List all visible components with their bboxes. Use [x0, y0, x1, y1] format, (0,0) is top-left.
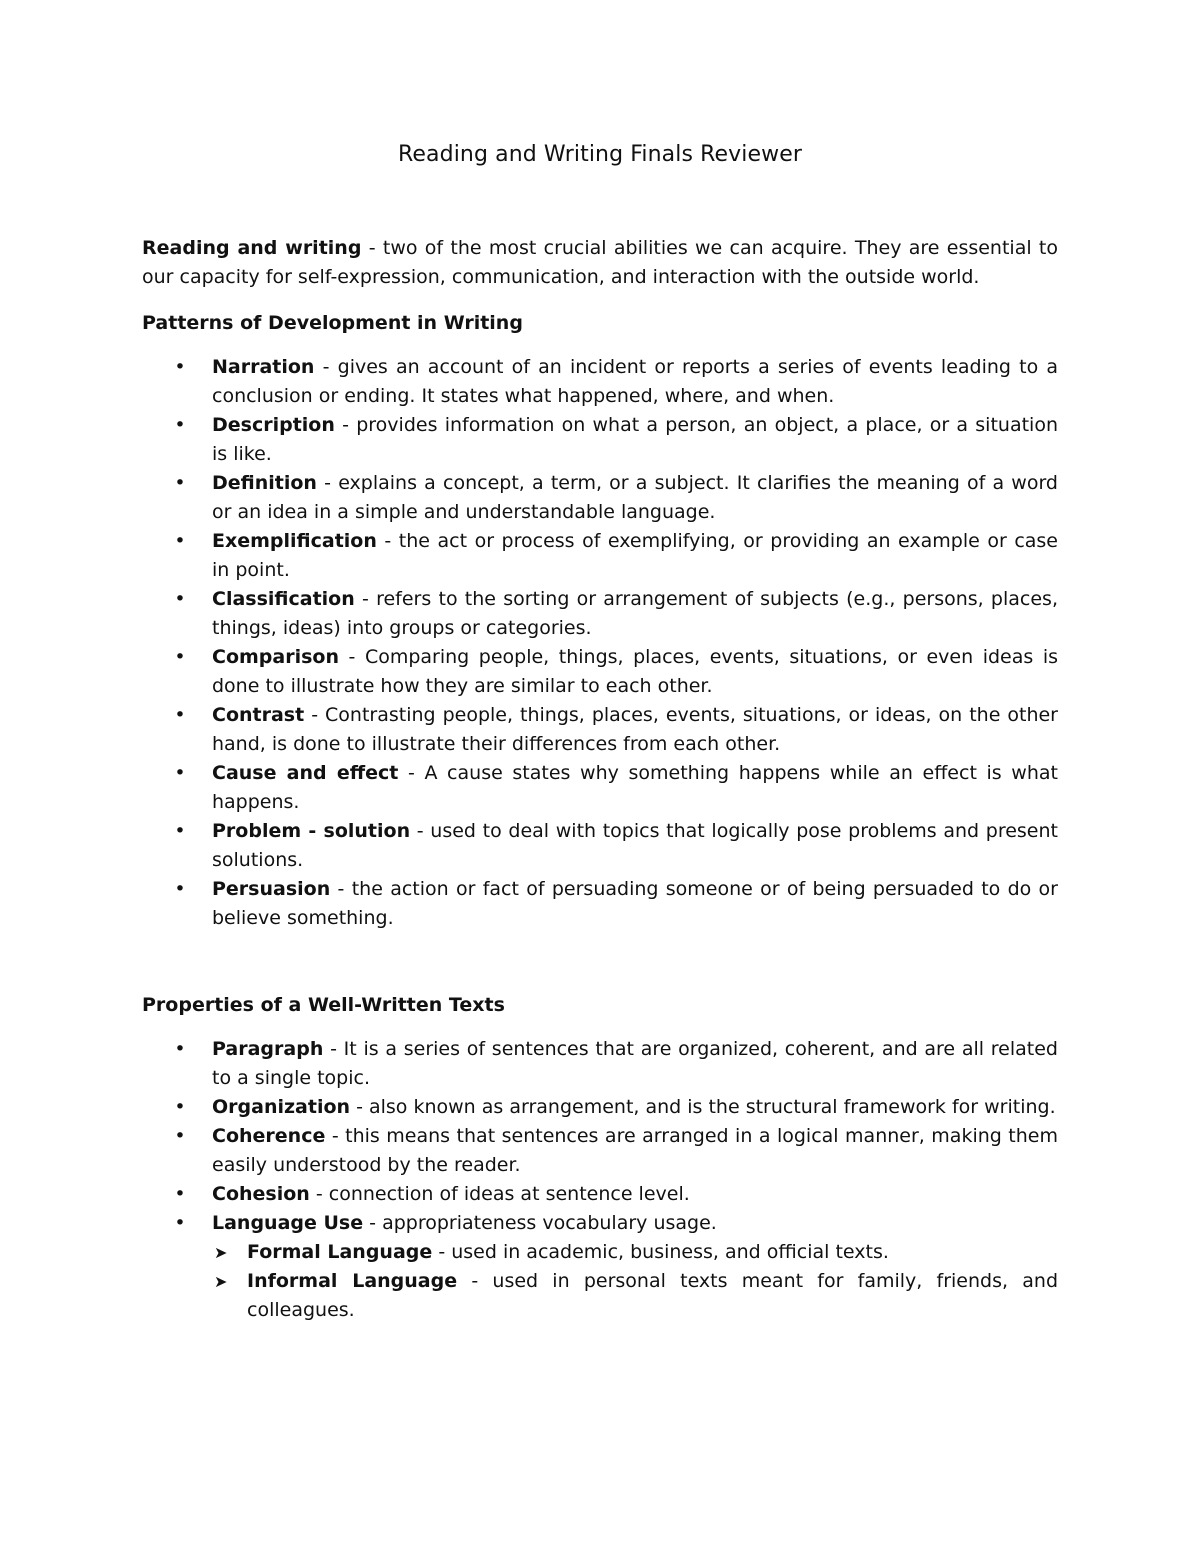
bullet-icon: •: [174, 530, 186, 552]
item-text: - the act or process of exemplifying, or providing an example or case in point.: [212, 530, 1058, 581]
bullet-icon: •: [174, 762, 186, 784]
intro-paragraph: [142, 234, 1058, 292]
bullet-icon: •: [174, 820, 186, 842]
document-body: [142, 234, 1058, 1325]
item-term: Narration: [212, 356, 315, 378]
item-term: Language Use: [212, 1212, 364, 1234]
properties-heading: Properties of a Well-Written Texts: [142, 994, 505, 1016]
list-item: [142, 817, 1058, 875]
list-item: [142, 1180, 1058, 1209]
item-text: - gives an account of an incident or reports a series of events leading to a conclusion or ending. It states what happened, where, and when.: [212, 356, 1058, 407]
sub-item-term: Formal Language: [247, 1241, 433, 1263]
item-text: - used to deal with topics that logically pose problems and present solutions.: [212, 820, 1058, 871]
bullet-icon: •: [174, 472, 186, 494]
list-item: [142, 469, 1058, 527]
bullet-icon: •: [174, 414, 186, 436]
item-term: Description: [212, 414, 335, 436]
bullet-icon: •: [174, 1125, 186, 1147]
item-term: Contrast: [212, 704, 305, 726]
item-term: Comparison: [212, 646, 339, 668]
list-item: [142, 1093, 1058, 1122]
bullet-icon: •: [174, 704, 186, 726]
bullet-icon: •: [174, 1183, 186, 1205]
sub-list-item: [212, 1238, 1058, 1267]
list-item: [142, 1035, 1058, 1093]
item-term: Classification: [212, 588, 355, 610]
bullet-icon: •: [174, 1212, 186, 1234]
item-term: Paragraph: [212, 1038, 324, 1060]
item-text: - explains a concept, a term, or a subject. It clarifies the meaning of a word or an idea in a simple and understandable language.: [212, 472, 1058, 523]
item-text: - It is a series of sentences that are organized, coherent, and are all related to a single topic.: [212, 1038, 1058, 1089]
sub-item-text: - used in personal texts meant for family, friends, and colleagues.: [247, 1270, 1059, 1321]
item-term: Cause and effect: [212, 762, 399, 784]
sub-item-term: Informal Language: [247, 1270, 458, 1292]
list-item: [142, 759, 1058, 817]
item-text: - Contrasting people, things, places, events, situations, or ideas, on the other hand, is done to illustrate their differences from each other.: [212, 704, 1058, 755]
item-text: - provides information on what a person, an object, a place, or a situation is like.: [212, 414, 1058, 465]
item-text: - A cause states why something happens while an effect is what happens.: [212, 762, 1058, 813]
item-term: Cohesion: [212, 1183, 310, 1205]
page-title: Reading and Writing Finals Reviewer: [398, 142, 802, 167]
arrow-bullet-icon: ➤: [214, 1243, 228, 1262]
bullet-icon: •: [174, 1038, 186, 1060]
list-item: [142, 585, 1058, 643]
bullet-icon: •: [174, 878, 186, 900]
list-item: [142, 353, 1058, 411]
item-term: Exemplification: [212, 530, 377, 552]
item-text: - refers to the sorting or arrangement of subjects (e.g., persons, places, things, ideas) into groups or categories.: [212, 588, 1058, 639]
sub-list-item: [212, 1267, 1058, 1325]
intro-term: Reading and writing: [142, 237, 362, 259]
sub-item-text: - used in academic, business, and official texts.: [432, 1241, 889, 1263]
item-text: - appropriateness vocabulary usage.: [363, 1212, 717, 1234]
item-term: Organization: [212, 1096, 351, 1118]
list-item: [142, 1122, 1058, 1180]
patterns-list: [142, 353, 1058, 933]
item-text: - connection of ideas at sentence level.: [309, 1183, 690, 1205]
arrow-bullet-icon: ➤: [214, 1272, 228, 1291]
intro-text: - two of the most crucial abilities we can acquire. They are essential to our capacity for self-expression, communication, and interaction with the outside world.: [142, 237, 1058, 288]
language-use-sublist: [212, 1238, 1058, 1325]
list-item: [142, 411, 1058, 469]
item-term: Definition: [212, 472, 317, 494]
bullet-icon: •: [174, 646, 186, 668]
item-term: Coherence: [212, 1125, 326, 1147]
list-item: [142, 875, 1058, 933]
item-text: - Comparing people, things, places, events, situations, or even ideas is done to illustrate how they are similar to each other.: [212, 646, 1058, 697]
list-item: [142, 527, 1058, 585]
item-text: - this means that sentences are arranged in a logical manner, making them easily understood by the reader.: [212, 1125, 1058, 1176]
properties-list: [142, 1035, 1058, 1325]
bullet-icon: •: [174, 588, 186, 610]
bullet-icon: •: [174, 356, 186, 378]
bullet-icon: •: [174, 1096, 186, 1118]
patterns-heading: Patterns of Development in Writing: [142, 312, 523, 334]
item-text: - also known as arrangement, and is the structural framework for writing.: [350, 1096, 1056, 1118]
list-item: [142, 643, 1058, 701]
list-item: [142, 1209, 1058, 1325]
item-term: Problem - solution: [212, 820, 411, 842]
item-term: Persuasion: [212, 878, 331, 900]
item-text: - the action or fact of persuading someone or of being persuaded to do or believe something.: [212, 878, 1058, 929]
list-item: [142, 701, 1058, 759]
